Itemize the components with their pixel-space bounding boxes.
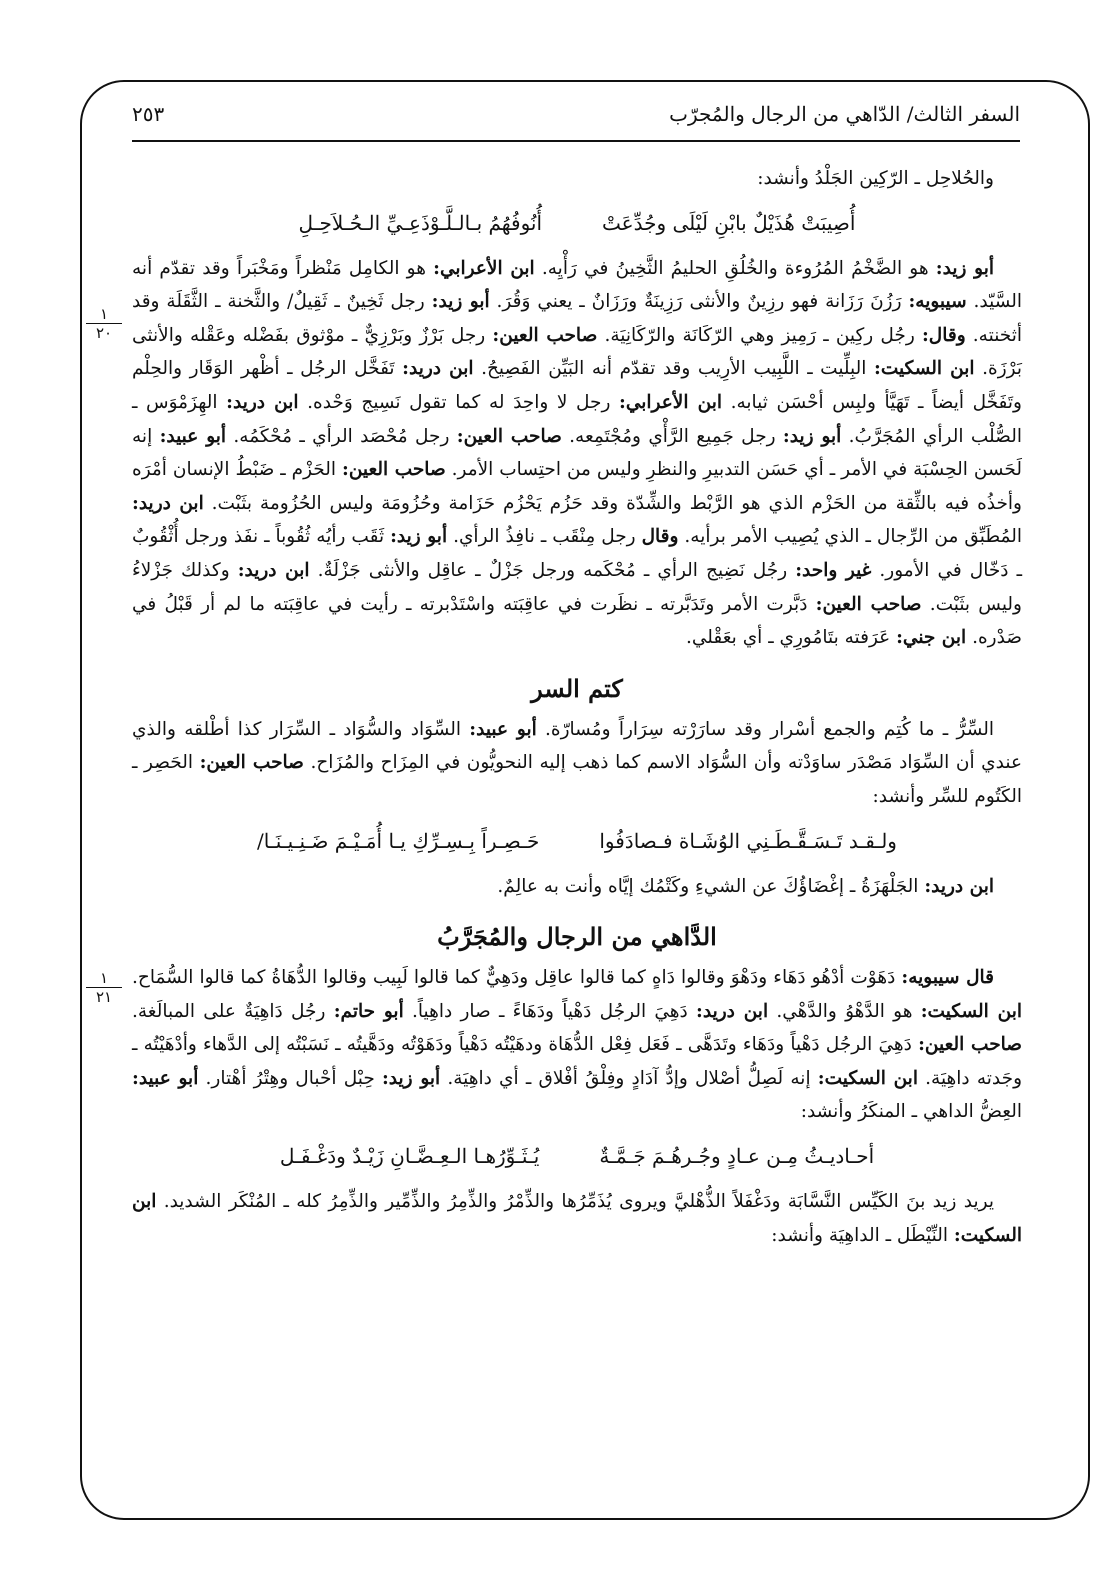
header-rule (132, 140, 1020, 142)
verse-3-second-hemistich: يُـثَـوِّرُهـا الـعِـضَّـانِ زَيْـدٌ ودَغْـفَـل (279, 1144, 540, 1169)
verse-1-second-hemistich: أُنُوفُهُمُ بـالـلَّـوْذَعِـيِّ الـحُـلاَحِـلِ (298, 210, 543, 235)
verse-2 (132, 822, 1022, 860)
paragraph-cunning: قال سيبويه: دَهَوْت أدْهُو دَهَاء ودَهْوَ وقالوا دَاهٍ كما قالوا عاقِل ودَهِيٌّ كما قالوا لَبِيب وقالوا الدُّهَاةُ كما قالوا السُّمَاح. ابن السكيت: هو الدَّهْوُ والدَّهْي. ابن دريد: دَهِيَ الرجُل دَهْياً ودَهَاءً ـ صار داهِياً. أبو حاتم: رجُل دَاهِيَةٌ على المبالَغة. صاحب العين: دَهِيَ الرجُل دَهْياً ودَهَاء وتَدَهَّى ـ فَعَل فِعْل الدُّهَاة ودهَيْتُه دَهْياً ودَهَوْتُه ودَهَّيتُه ـ نَسَبْتُه إلى الدَّهاء وأدْهَيْتُه ـ وجَدته داهِيَة. ابن السكيت: إنه لَصِلُّ أصْلال وإدُّ آدَادٍ وفِلْقُ أفْلاق ـ أي داهِيَة. أبو زيد: حِبْل أحْبال وهِتْرُ أهْتار. أبو عبيد: العِضُّ الداهي ـ المنكَرُ وأنشد: (132, 967, 1023, 1123)
margin-reference-1: ١ ٢٠ (86, 306, 122, 341)
verse-3 (132, 1137, 1022, 1175)
paragraph-wise-men: أبو زيد: هو الضَّخْمُ المُرُوءة والخُلُقِ الحليمُ الثَّخِينُ في رَأْيِه. ابن الأعرابي: هو الكامِل مَنْظراً ومَخْبَراً وقد تقدّم أنه السَّيّد. سيبويه: رَزُنَ رَزَانة فهو رزِينٌ والأنثى رَزِينَةٌ ورَزَانٌ ـ يعني وَقُرَ. أبو زيد: رجل ثَخِينٌ ـ ثَقِيلٌ/ والثَّخنة ـ الثَّقَلَة وقد أثخنته. وقال: رجُل ركِين ـ رَمِيز وهي الرّكَانَة والرّكَانِيَة. صاحب العين: رجل بَرْزٌ وبَرْزِيٌّ ـ موْثوق بفَضْله وعَقْله والأنثى بَرْزَة. ابن السكيت: البِلِّيت ـ اللَّبِيب الأرِيب وقد تقدّم أنه البَيِّن الفَصِيحُ. ابن دريد: تَفَخَّل الرجُل ـ أظْهر الوَقَار والحِلْم وتَفَخَّل أيضاً ـ تَهَيَّأ ولبِس أحْسَن ثيابه. ابن الأعرابي: رجل لا واحِدَ له كما تقول نَسِيج وَحْده. ابن دريد: الهِزَمْوَس ـ الصُّلْب الرأي المُجَرَّبُ. أبو زيد: رجل جَمِيع الرَّأْي ومُجْتَمِعه. صاحب العين: رجل مُحْصَد الرأي ـ مُحْكَمُه. أبو عبيد: إنه لَحَسن الحِسْبَة في الأمر ـ أي حَسَن التدبيرِ والنظرِ وليس من احتِساب الأمر. صاحب العين: الحَزْم ـ ضَبْطُ الإنسان أمْرَه وأخذُه فيه بالثِّقة من الحَزْم الذي هو الرَّبْط والشِّدّة وقد حَزُم يَحْزُم حَزَامة وحُزُومَة وليس الحُزُومة بثَبْت. ابن دريد: المُطَبِّق من الرِّجال ـ الذي يُصِيب الأمر برأيه. وقال رجل مِنْقَب ـ نافِذُ الرأي. أبو زيد: ثَقَب رأيُه ثُقُوباً ـ نفَذ ورجل أُثْقُوبٌ ـ دَخّال في الأمور. غير واحد: رجُل نَضِيج الرأي ـ مُحْكَمه ورجل جَزْلٌ ـ عاقِل والأنثى جَزْلَةٌ. ابن دريد: وكذلك جَزْلاءُ وليس بثَبْت. صاحب العين: دَبَّرت الأمر وتَدَبَّرته ـ نظَرت في عاقِبَته واسْتَدْبرته ـ رأيت في عاقِبَته ما لم أر قَبْلُ في صَدْره. ابن جني: عَرَفته بتَامُورِي ـ أي بعَقْلي. (132, 257, 1023, 649)
margin-reference-2: ١ ٢١ (86, 970, 122, 1005)
intro-line: والحُلاحِل ـ الرّكِين الجَلْدُ وأنشد: (757, 168, 994, 189)
verse-2-first-hemistich: ولـقـد تَـسَـقَّـطَـنِي الوُشَـاة فـصادَفُوا (599, 828, 897, 853)
running-title: السفر الثالث/ الدّاهي من الرجال والمُجرّب (669, 102, 1020, 126)
verse-3-first-hemistich: أحـاديـثُ مِـن عـادٍ وجُـرهُـمَ جَـمَّـةٌ (599, 1144, 875, 1169)
section-heading-cunning: الدَّاهي من الرجال والمُجَرَّبُ (437, 922, 717, 952)
verse-1 (132, 204, 1022, 242)
page-number: ٢٥٣ (132, 102, 165, 126)
paragraph-closing: يريد زيد بنَ الكَيِّس النَّسَّابَة ودَغْفَلاً الذُّهْليَّ ويروى يُذَمِّرُها والذِّمْرُ والذِّمِرُ والذِّمِّير والذِّمِرُ كله ـ المُنْكَر الشديد. ابن السكيت: النِّيْطَل ـ الداهِيَة وأنشد: (132, 1191, 1022, 1246)
verse-2-second-hemistich: حَـصِـراً بِـسِـرِّكِ يـا أُمَـيْـمَ ضَـنِـيـنَـا/ (257, 828, 540, 853)
verse-1-first-hemistich: أُصِيبَتْ هُذَيْلٌ بابْنِ لَيْلَى وجُدِّعَتْ (602, 210, 856, 235)
paragraph-jalhaza: ابن دريد: الجَلْهَزَةُ ـ إغْضَاؤُكَ عن الشيءِ وكَتْمُك إيَّاه وأنت به عالِمٌ. (497, 875, 994, 897)
section-heading-secret: كتم السر (531, 673, 623, 703)
paragraph-secret: السِّرُّ ـ ما كُتِم والجمع أسْرار وقد سارَرْته سِرَاراً ومُسارّة. أبو عبيد: السِّوَاد والسُّوَاد ـ السِّرَار كذا أطْلقه والذي عندي أن السِّوَاد مَصْدَر ساوَدْته وأن السُّوَاد الاسم كما ذهب إليه النحويُّون في المِزَاح والمُزَاح. صاحب العين: الحَصِر ـ الكَتُوم للسِّر وأنشد: (132, 718, 1022, 807)
page-body (132, 162, 1022, 1252)
running-header (132, 94, 1020, 134)
